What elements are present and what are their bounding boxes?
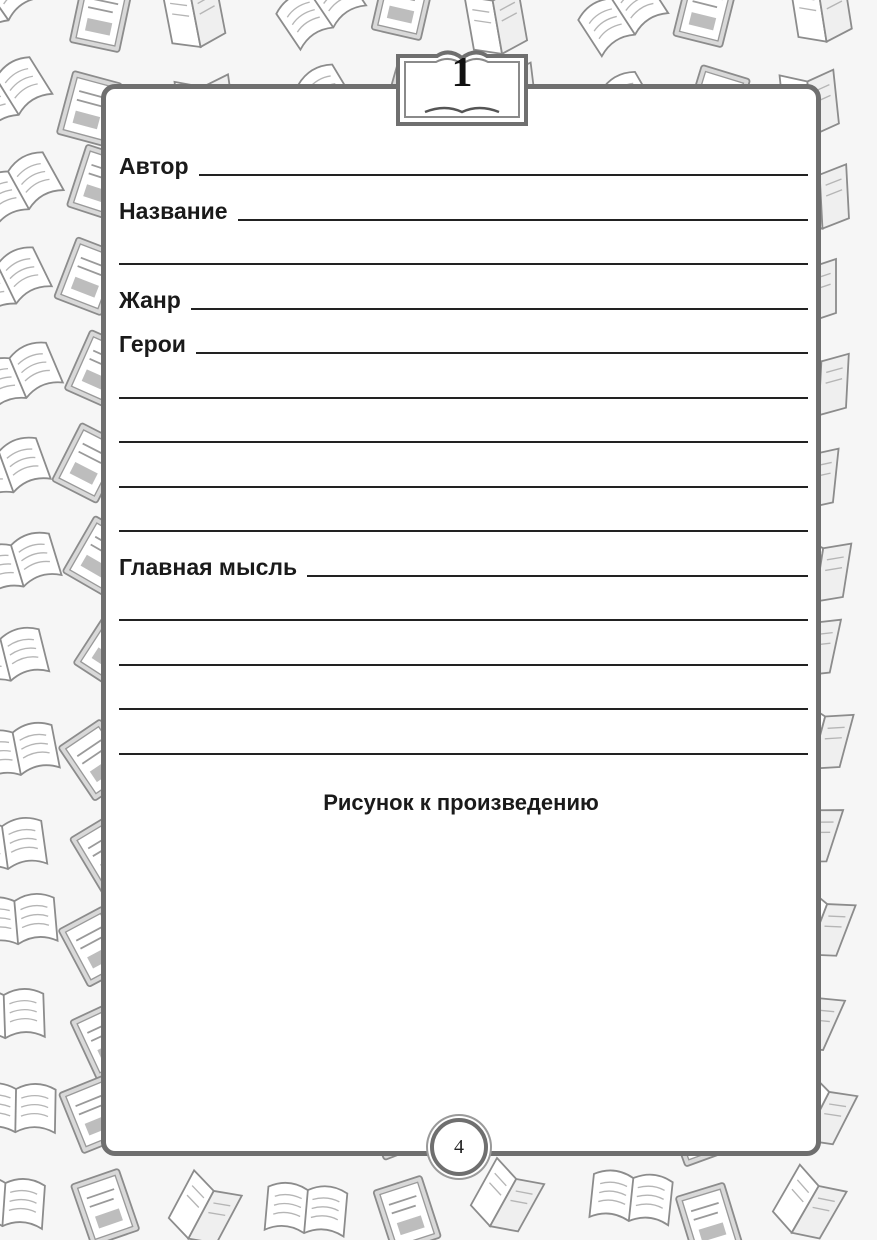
page-number: 4 [430, 1118, 488, 1176]
writing-line[interactable] [119, 263, 808, 265]
author-label: Автор [119, 153, 189, 179]
main-idea-line[interactable] [307, 575, 808, 577]
main-idea-extra-row-1 [119, 583, 808, 623]
writing-line[interactable] [119, 397, 808, 399]
title-row [119, 183, 808, 223]
writing-line[interactable] [119, 486, 808, 488]
writing-line[interactable] [119, 530, 808, 532]
heroes-extra-row-1 [119, 361, 808, 401]
main-idea-extra-row-4 [119, 717, 808, 757]
genre-row [119, 272, 808, 312]
author-row [119, 138, 808, 178]
title-extra-row [119, 227, 808, 267]
heroes-extra-row-4 [119, 494, 808, 534]
main-idea-row [119, 539, 808, 579]
heroes-label: Герои [119, 331, 186, 357]
title-line[interactable] [238, 219, 808, 221]
author-line[interactable] [199, 174, 808, 176]
drawing-caption: Рисунок к произведению [323, 790, 599, 815]
writing-line[interactable] [119, 619, 808, 621]
book-pattern-icon [0, 1083, 56, 1133]
main-idea-extra-row-2 [119, 628, 808, 668]
book-pattern-icon [0, 988, 45, 1039]
lesson-number: 1 [451, 50, 473, 96]
writing-line[interactable] [119, 753, 808, 755]
heroes-extra-row-3 [119, 450, 808, 490]
title-label: Название [119, 198, 228, 224]
writing-line[interactable] [119, 664, 808, 666]
genre-line[interactable] [191, 308, 808, 310]
main-idea-extra-row-3 [119, 672, 808, 712]
main-idea-label: Главная мысль [119, 554, 298, 580]
heroes-extra-row-2 [119, 405, 808, 445]
book-pattern-icon [0, 1175, 45, 1229]
writing-line[interactable] [119, 441, 808, 443]
heroes-line[interactable] [196, 352, 808, 354]
genre-label: Жанр [119, 287, 181, 313]
writing-line[interactable] [119, 708, 808, 710]
heroes-row [119, 316, 808, 356]
